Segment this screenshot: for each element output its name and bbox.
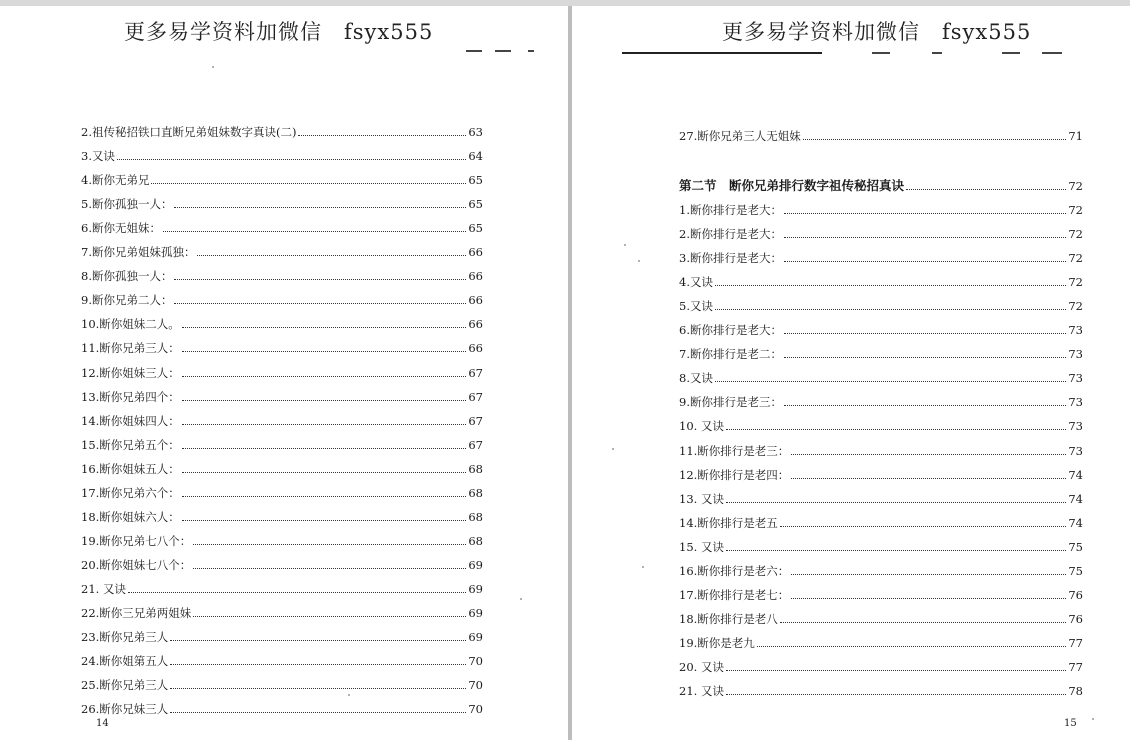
toc-entry-page: 68 xyxy=(468,509,483,524)
dot-leader xyxy=(726,429,1066,430)
scan-speck xyxy=(612,448,614,450)
dot-leader xyxy=(174,279,466,280)
dot-leader xyxy=(784,357,1066,358)
toc-entry-title: 21. 又诀 xyxy=(81,581,126,596)
toc-entry-page: 75 xyxy=(1068,563,1083,578)
toc-entry-page: 67 xyxy=(468,413,483,428)
toc-entry-title: 8.断你孤独一人： xyxy=(81,269,173,284)
toc-entry-title: 2.祖传秘招铁口直断兄弟姐妹数字真诀(二) xyxy=(81,125,297,139)
dot-leader xyxy=(182,496,467,497)
toc-entry-page: 68 xyxy=(468,485,483,500)
dot-leader xyxy=(715,381,1066,382)
toc-entry-page: 73 xyxy=(1068,443,1083,458)
toc-entry xyxy=(81,267,483,283)
toc-entry xyxy=(679,682,1083,698)
scan-speck xyxy=(638,260,640,262)
toc-entry xyxy=(679,393,1083,409)
toc-entry-page: 66 xyxy=(468,245,483,260)
header-dash xyxy=(872,52,890,54)
header-rule xyxy=(622,52,822,54)
toc-entry xyxy=(679,658,1083,674)
toc-entry-title: 12.断你排行是老四： xyxy=(679,467,790,482)
toc-entry-page: 64 xyxy=(468,149,483,164)
dot-leader xyxy=(715,285,1066,286)
dot-leader xyxy=(791,478,1066,479)
toc-entry-title: 24.断你姐第五人 xyxy=(81,654,169,669)
scan-speck xyxy=(520,598,522,600)
toc-entry xyxy=(679,201,1083,217)
toc-entry xyxy=(81,123,483,139)
toc-entry xyxy=(679,466,1083,482)
toc-entry-page: 72 xyxy=(1068,251,1083,266)
toc-entry-page: 69 xyxy=(468,557,483,572)
toc-entry-title: 16.断你排行是老六： xyxy=(679,563,790,578)
toc-entry-page: 66 xyxy=(468,317,483,332)
toc-entry-title: 10.断你姐妹二人。 xyxy=(81,317,180,332)
dot-leader xyxy=(784,237,1066,238)
toc-entry xyxy=(679,369,1083,385)
dot-leader xyxy=(182,472,467,473)
toc-entry xyxy=(679,297,1083,313)
dot-leader xyxy=(170,664,466,665)
toc-entry-title: 2.断你排行是老大： xyxy=(679,227,782,242)
toc-entry xyxy=(81,556,483,572)
toc-entry-page: 73 xyxy=(1068,395,1083,410)
page-number: 15 xyxy=(1064,718,1077,729)
toc-entry-title: 5.断你孤独一人： xyxy=(81,197,173,212)
toc-entry-title: 15.断你兄弟五个： xyxy=(81,437,180,452)
dot-leader xyxy=(784,261,1066,262)
dot-leader xyxy=(151,183,466,184)
toc-entry-title: 17.断你排行是老七： xyxy=(679,587,790,602)
toc-entry-page: 72 xyxy=(1068,299,1083,314)
toc-entry-title: 5.又诀 xyxy=(679,299,713,314)
toc-entry xyxy=(81,484,483,500)
dot-leader xyxy=(906,189,1066,190)
dot-leader xyxy=(726,670,1066,671)
toc-entry xyxy=(679,127,1083,143)
dot-leader xyxy=(182,424,467,425)
toc-entry-title: 9.断你排行是老三： xyxy=(679,395,782,410)
page-number: 14 xyxy=(96,718,109,729)
toc-entry-page: 69 xyxy=(468,581,483,596)
toc-entry xyxy=(679,442,1083,458)
dot-leader xyxy=(726,550,1066,551)
toc-entry xyxy=(81,291,483,307)
dot-leader xyxy=(780,622,1067,623)
scan-speck xyxy=(642,566,644,568)
toc-entry xyxy=(81,532,483,548)
toc-entry-title: 11.断你兄弟三人： xyxy=(81,341,180,356)
dot-leader xyxy=(726,694,1066,695)
toc-entry-page: 65 xyxy=(468,221,483,236)
toc-entry xyxy=(81,412,483,428)
toc-entry-title: 17.断你兄弟六个： xyxy=(81,485,180,500)
dot-leader xyxy=(715,309,1066,310)
toc-entry-page: 68 xyxy=(468,533,483,548)
toc-entry-title: 11.断你排行是老三： xyxy=(679,443,790,458)
toc-entry-title: 13. 又诀 xyxy=(679,491,724,506)
toc-entry-title: 22.断你三兄弟两姐妹 xyxy=(81,606,192,620)
toc-entry-page: 66 xyxy=(468,293,483,308)
toc-entry-title: 19.断你是老九 xyxy=(679,635,755,650)
dot-leader xyxy=(182,351,467,352)
toc-entry-title: 第二节 断你兄弟排行数字祖传秘招真诀 xyxy=(679,178,905,193)
dot-leader xyxy=(182,520,467,521)
dot-leader xyxy=(174,303,466,304)
dot-leader xyxy=(163,231,466,232)
dot-leader xyxy=(726,502,1066,503)
toc-entry xyxy=(81,147,483,163)
toc-entry-title: 8.又诀 xyxy=(679,371,713,386)
dot-leader xyxy=(757,646,1067,647)
toc-entry-title: 6.断你排行是老大： xyxy=(679,323,782,338)
toc-entry xyxy=(81,219,483,235)
scan-speck xyxy=(1092,718,1094,720)
toc-entry xyxy=(81,436,483,452)
toc-entry xyxy=(679,273,1083,289)
toc-entry-page: 77 xyxy=(1068,659,1083,674)
dot-leader xyxy=(803,139,1067,140)
toc-entry-page: 66 xyxy=(468,269,483,284)
toc-entry-title: 6.断你无姐妹： xyxy=(81,221,161,236)
toc-entry xyxy=(81,508,483,524)
toc-entry-page: 74 xyxy=(1068,491,1083,506)
toc-entry-title: 20.断你姐妹七八个： xyxy=(81,557,192,572)
toc-entry-title: 14.断你排行是老五 xyxy=(679,515,778,530)
toc-entry-title: 14.断你姐妹四人： xyxy=(81,413,180,428)
dot-leader xyxy=(193,568,466,569)
toc-entry-page: 69 xyxy=(468,630,483,645)
toc-entry xyxy=(81,243,483,259)
dot-leader xyxy=(170,712,466,713)
toc-entry-page: 75 xyxy=(1068,539,1083,554)
toc-entry-page: 63 xyxy=(468,125,483,139)
dot-leader xyxy=(193,544,466,545)
toc-entry-page: 65 xyxy=(468,197,483,212)
toc-entry-title: 4.断你无弟兄 xyxy=(81,173,150,188)
toc-entry-page: 65 xyxy=(468,173,483,188)
toc-entry xyxy=(81,676,483,692)
toc-entry xyxy=(81,580,483,596)
toc-entry-page: 76 xyxy=(1068,611,1083,626)
dot-leader xyxy=(791,598,1066,599)
toc-entry-title: 7.断你兄弟姐妹孤独： xyxy=(81,245,196,260)
dot-leader xyxy=(784,405,1066,406)
toc-entry-title: 20. 又诀 xyxy=(679,659,724,674)
toc-entry xyxy=(679,610,1083,626)
toc-entry-title: 15. 又诀 xyxy=(679,539,724,554)
toc-entry-title: 23.断你兄弟三人 xyxy=(81,630,169,645)
dot-leader xyxy=(174,207,466,208)
toc-entry-title: 9.断你兄弟二人： xyxy=(81,293,173,308)
toc-entry-page: 77 xyxy=(1068,635,1083,650)
dot-leader xyxy=(197,255,466,256)
scan-speck xyxy=(212,66,214,68)
toc-entry-title: 18.断你排行是老八 xyxy=(679,611,778,626)
toc-entry-page: 67 xyxy=(468,389,483,404)
toc-entry xyxy=(679,249,1083,265)
toc-entry-page: 67 xyxy=(468,365,483,380)
dot-leader xyxy=(780,526,1067,527)
toc-entry-page: 72 xyxy=(1068,203,1083,217)
toc-entry-page: 74 xyxy=(1068,515,1083,530)
toc-entry xyxy=(679,562,1083,578)
toc-entry-title: 3.又诀 xyxy=(81,149,115,164)
toc-entry-title: 18.断你姐妹六人： xyxy=(81,509,180,524)
toc-entry-title: 21. 又诀 xyxy=(679,684,724,698)
toc-entry xyxy=(81,364,483,380)
toc-entry-page: 74 xyxy=(1068,467,1083,482)
toc-entry-page: 70 xyxy=(468,678,483,693)
dot-leader xyxy=(182,327,467,328)
toc-entry-title: 25.断你兄弟三人 xyxy=(81,678,169,693)
scan-speck xyxy=(348,694,350,696)
dot-leader xyxy=(182,376,467,377)
toc-entry xyxy=(81,652,483,668)
toc-entry-title: 4.又诀 xyxy=(679,275,713,290)
dot-leader xyxy=(784,213,1066,214)
toc-entry xyxy=(679,634,1083,650)
toc-entry-title: 26.断你兄妹三人 xyxy=(81,702,169,717)
toc-entry xyxy=(81,339,483,355)
page-header: 更多易学资料加微信 fsyx555 xyxy=(124,20,434,44)
toc-entry-title: 13.断你兄弟四个： xyxy=(81,389,180,404)
toc-entry-page: 72 xyxy=(1068,227,1083,242)
toc-entry xyxy=(679,321,1083,337)
toc-section-heading xyxy=(679,177,1083,193)
header-dash xyxy=(1002,52,1020,54)
toc-entry-title: 27.断你兄弟三人无姐妹 xyxy=(679,129,801,143)
toc-entry-title: 19.断你兄弟七八个： xyxy=(81,533,192,548)
right-page xyxy=(572,6,1130,740)
dot-leader xyxy=(170,640,466,641)
toc-entry-page: 66 xyxy=(468,341,483,356)
header-dash xyxy=(528,50,534,52)
toc-entry-page: 73 xyxy=(1068,371,1083,386)
toc-entry-page: 69 xyxy=(468,606,483,620)
scan-speck xyxy=(624,244,626,246)
toc-entry xyxy=(679,345,1083,361)
toc-entry-page: 78 xyxy=(1068,684,1083,698)
dot-leader xyxy=(182,400,467,401)
toc-entry-page: 73 xyxy=(1068,347,1083,362)
toc-entry xyxy=(679,586,1083,602)
dot-leader xyxy=(791,454,1066,455)
toc-entry-page: 73 xyxy=(1068,323,1083,338)
dot-leader xyxy=(170,688,466,689)
toc-entry-title: 12.断你姐妹三人： xyxy=(81,365,180,380)
header-dash xyxy=(932,52,942,54)
toc-entry-page: 72 xyxy=(1068,275,1083,290)
toc-entry-page: 68 xyxy=(468,461,483,476)
toc-entry-page: 70 xyxy=(468,702,483,717)
toc-entry xyxy=(81,628,483,644)
toc-entry xyxy=(81,700,483,716)
toc-entry xyxy=(679,417,1083,433)
toc-entry-page: 72 xyxy=(1068,179,1083,193)
toc-entry-title: 7.断你排行是老二： xyxy=(679,347,782,362)
toc-entry xyxy=(81,604,483,620)
header-dash xyxy=(495,50,511,52)
page-header: 更多易学资料加微信 fsyx555 xyxy=(722,20,1032,44)
toc-entry xyxy=(81,388,483,404)
toc-entry xyxy=(679,490,1083,506)
dot-leader xyxy=(784,333,1066,334)
toc-entry xyxy=(679,538,1083,554)
toc-entry-title: 1.断你排行是老大： xyxy=(679,203,782,217)
left-page xyxy=(0,6,568,740)
toc-entry xyxy=(81,195,483,211)
dot-leader xyxy=(128,592,466,593)
toc-entry-page: 76 xyxy=(1068,587,1083,602)
toc-entry-title: 10. 又诀 xyxy=(679,419,724,434)
toc-entry-page: 73 xyxy=(1068,419,1083,434)
toc-entry-page: 67 xyxy=(468,437,483,452)
toc-entry-page: 71 xyxy=(1068,129,1083,143)
dot-leader xyxy=(182,448,467,449)
header-dash xyxy=(1042,52,1062,54)
toc-entry xyxy=(81,171,483,187)
toc-entry xyxy=(679,225,1083,241)
header-dash xyxy=(466,50,482,52)
toc-entry-title: 3.断你排行是老大： xyxy=(679,251,782,266)
dot-leader xyxy=(298,135,466,136)
toc-entry-title: 16.断你姐妹五人： xyxy=(81,461,180,476)
toc-entry xyxy=(679,514,1083,530)
toc-entry xyxy=(81,460,483,476)
dot-leader xyxy=(117,159,466,160)
toc-entry xyxy=(81,315,483,331)
dot-leader xyxy=(193,616,466,617)
dot-leader xyxy=(791,574,1066,575)
toc-entry-page: 70 xyxy=(468,654,483,669)
